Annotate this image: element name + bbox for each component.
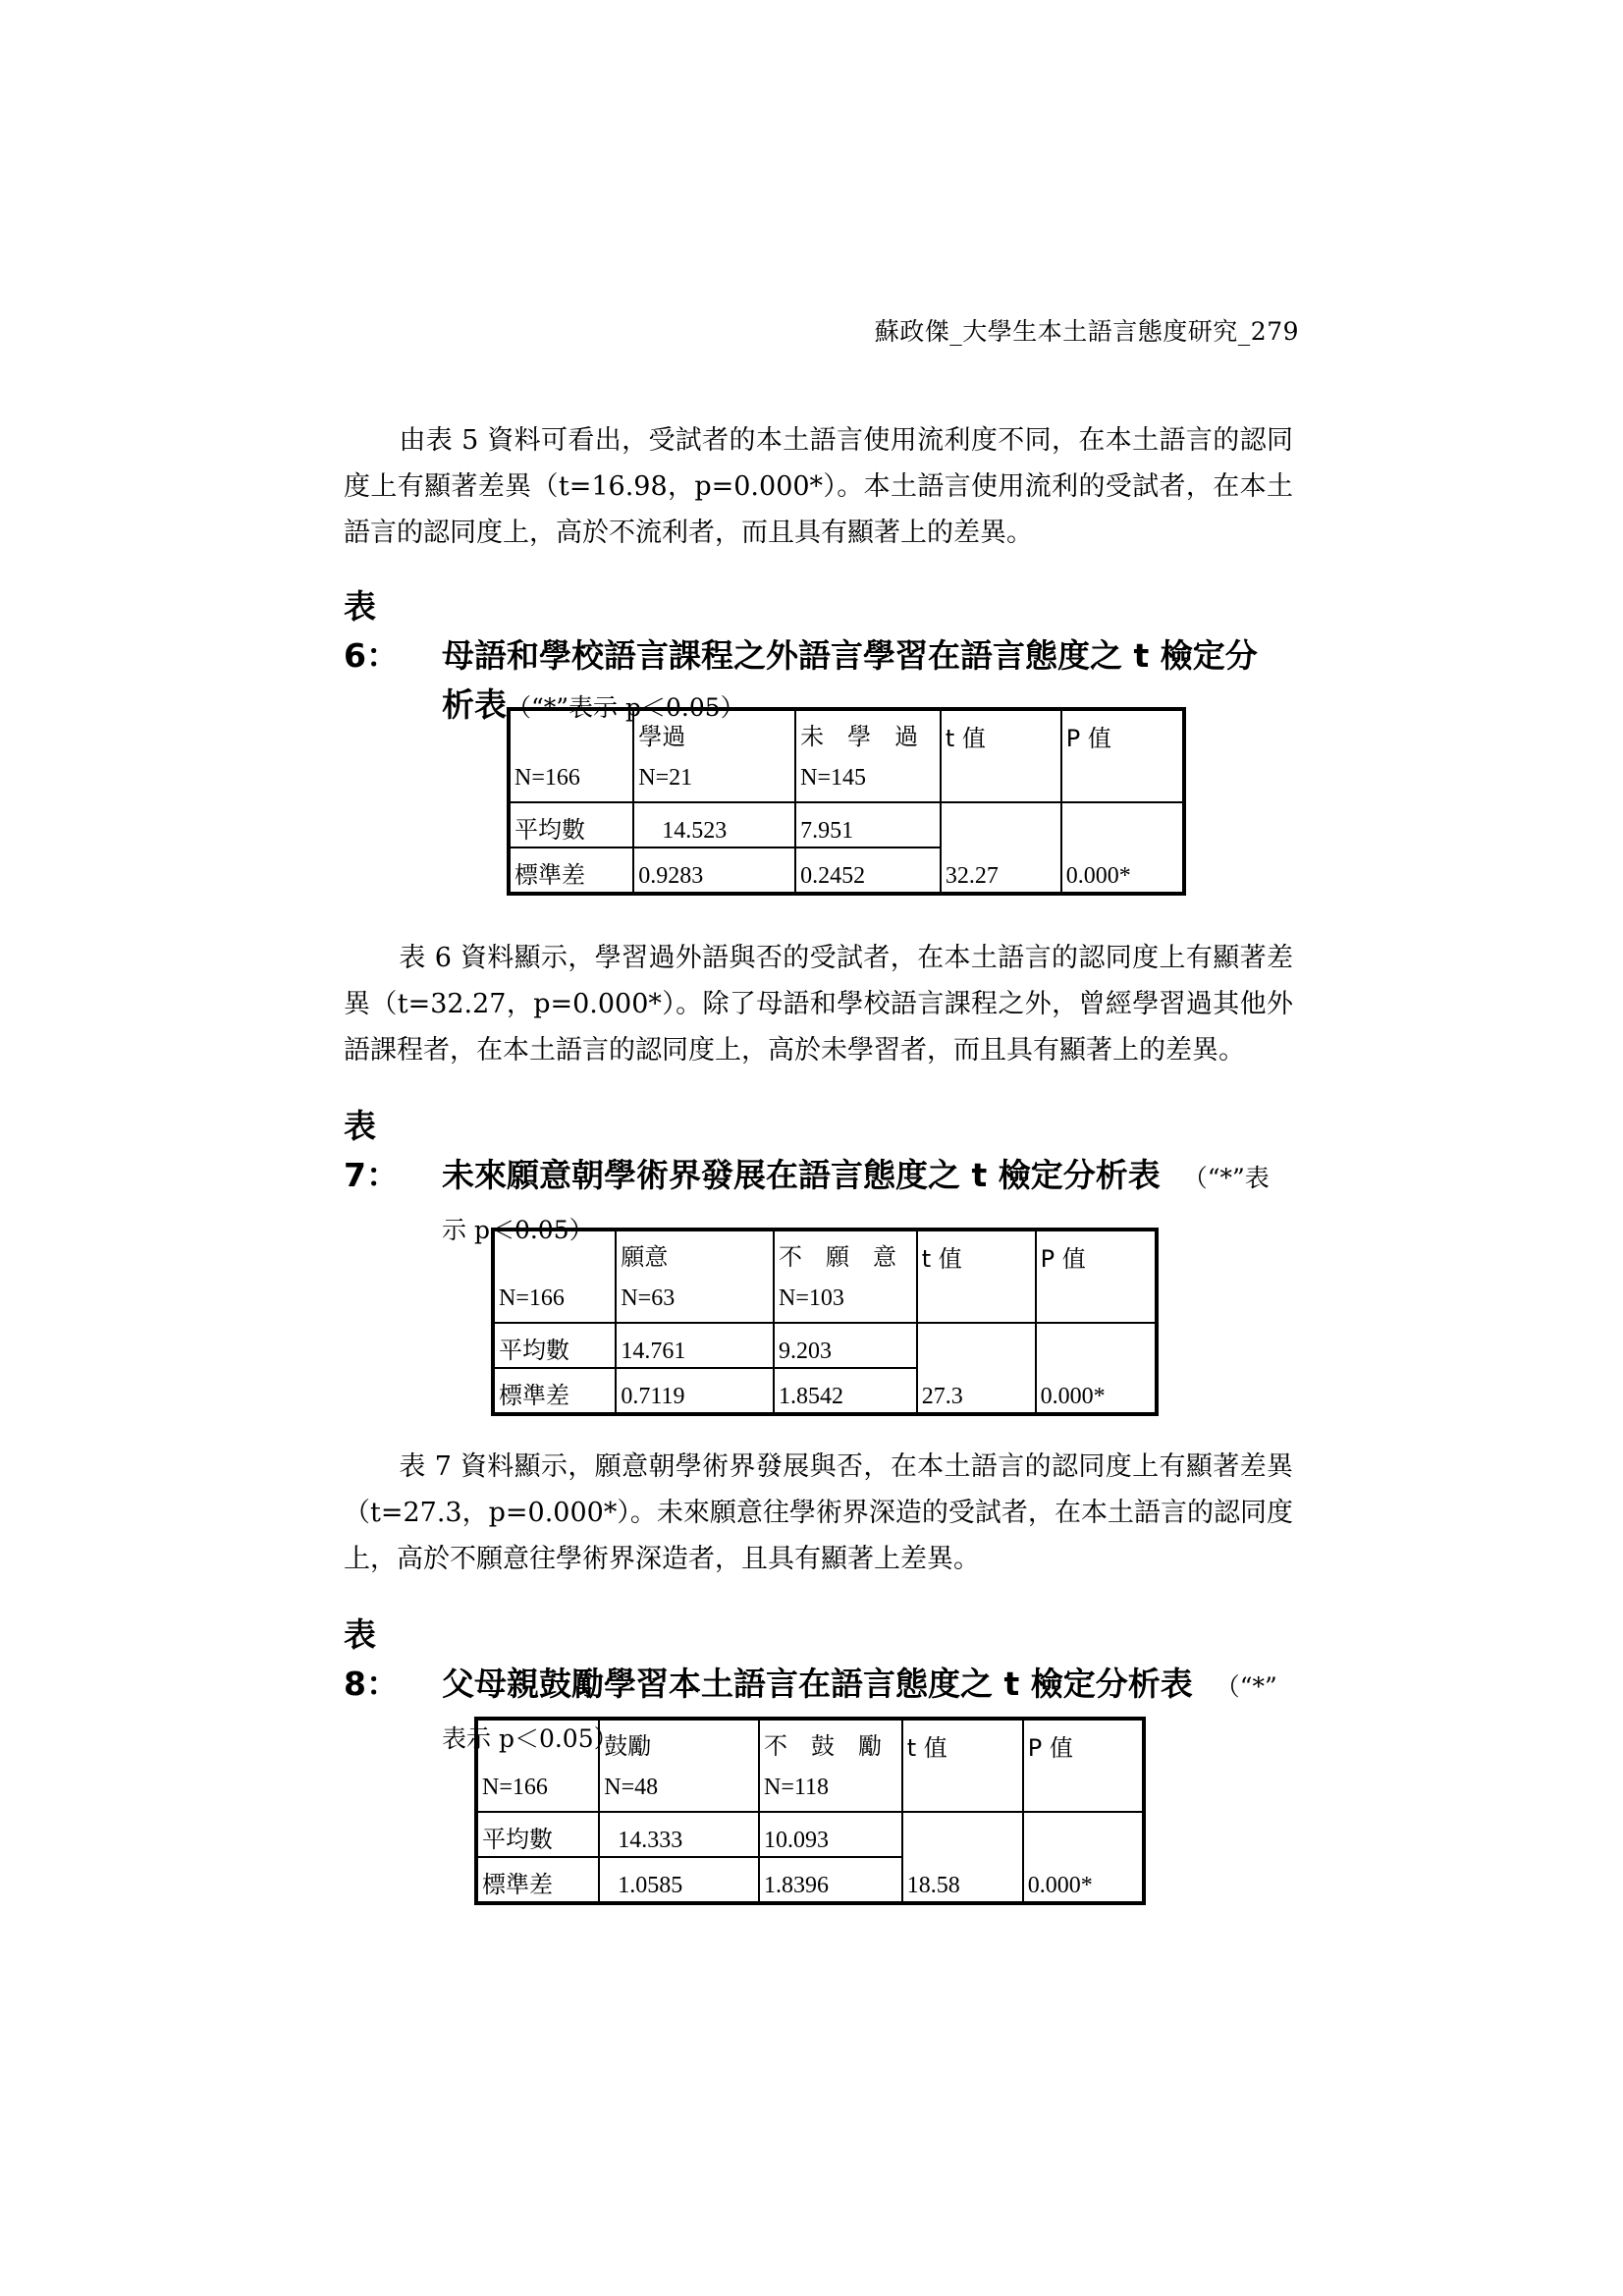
table-7-group1-sd: 0.7119 [616, 1368, 774, 1414]
table-6-group1-header: 學過 N=21 [633, 709, 795, 802]
table-6-t-header: t 值 [941, 709, 1061, 802]
table-7-note-inline: （“*”表 [1182, 1164, 1270, 1192]
paragraph-1 [344, 417, 1293, 556]
table-7-group2-header: 不 願 意 N=103 [774, 1230, 917, 1323]
table-8-p-header: P 值 [1023, 1719, 1144, 1812]
table-6-n-cell: N=166 [509, 709, 633, 802]
table-7-note: 示 p＜0.05） [442, 1216, 594, 1244]
table-6 [507, 707, 1186, 896]
table-7 [491, 1228, 1159, 1416]
table-8 [474, 1717, 1146, 1905]
table-6-title-line2: 析表 [442, 685, 507, 724]
table-6-p-header: P 值 [1061, 709, 1184, 802]
table-7-group1-header: 願意 N=63 [616, 1230, 774, 1323]
paragraph-1-text: 由表 5 資料可看出，受試者的本土語言使用流利度不同，在本土語言的認同度上有顯著差異（t=16.98，p=0.000*）。本土語言使用流利的受試者，在本土語言的認同度上，高於不流利者，而且具有顯著上的差異。 [344, 425, 1293, 548]
running-header: 蘇政傑_大學生本土語言態度研究_279 [874, 317, 1299, 346]
table-7-group1-mean: 14.761 [616, 1323, 774, 1368]
table-8-n-cell: N=166 [476, 1719, 599, 1812]
paragraph-2 [344, 935, 1293, 1073]
table-7-label: 表 7： [344, 1107, 399, 1194]
table-6-group2-sd: 0.2452 [795, 847, 941, 894]
table-8-group1-mean: 14.333 [599, 1812, 759, 1857]
table-6-label: 表 6： [344, 587, 399, 675]
table-7-t-value: 27.3 [917, 1323, 1036, 1414]
table-6-title-line1: 母語和學校語言課程之外語言學習在語言態度之 t 檢定分 [442, 636, 1258, 675]
table-8-mean-label: 平均數 [476, 1812, 599, 1857]
table-7-title-line1: 未來願意朝學術界發展在語言態度之 t 檢定分析表 [442, 1156, 1161, 1194]
table-6-note: （“*”表示 p＜0.05） [507, 693, 745, 722]
table-8-t-value: 18.58 [902, 1812, 1023, 1903]
table-8-p-value: 0.000* [1023, 1812, 1144, 1903]
table-7-mean-label: 平均數 [493, 1323, 616, 1368]
table-8-group2-header: 不 鼓 勵 N=118 [759, 1719, 902, 1812]
table-7-p-value: 0.000* [1036, 1323, 1157, 1414]
table-8-t-header: t 值 [902, 1719, 1023, 1812]
paragraph-3 [344, 1444, 1293, 1582]
table-7-t-header: t 值 [917, 1230, 1036, 1323]
paragraph-3-text: 表 7 資料顯示，願意朝學術界發展與否，在本土語言的認同度上有顯著差異（t=27.3，p=0.000*）。未來願意往學術界深造的受試者，在本土語言的認同度上，高於不願意往學術界深造者，且具有顯著上差異。 [344, 1451, 1293, 1574]
table-8-label: 表 8： [344, 1615, 399, 1703]
table-8-group1-sd: 1.0585 [599, 1857, 759, 1903]
table-6-group1-sd: 0.9283 [633, 847, 795, 894]
table-6-group2-mean: 7.951 [795, 802, 941, 847]
table-7-p-header: P 值 [1036, 1230, 1157, 1323]
table-8-sd-label: 標準差 [476, 1857, 599, 1903]
table-8-title-line1: 父母親鼓勵學習本土語言在語言態度之 t 檢定分析表 [442, 1665, 1193, 1703]
table-8-group1-header: 鼓勵 N=48 [599, 1719, 759, 1812]
table-8-note-inline: （“*” [1215, 1672, 1277, 1701]
table-6-sd-label: 標準差 [509, 847, 633, 894]
table-7-n-cell: N=166 [493, 1230, 616, 1323]
table-6-group2-header: 未 學 過 N=145 [795, 709, 941, 802]
table-7-group2-mean: 9.203 [774, 1323, 917, 1368]
paragraph-2-text: 表 6 資料顯示，學習過外語與否的受試者，在本土語言的認同度上有顯著差異（t=32.27，p=0.000*）。除了母語和學校語言課程之外，曾經學習過其他外語課程者，在本土語言的認同度上，高於未學習者，而且具有顯著上的差異。 [344, 943, 1293, 1066]
table-6-mean-label: 平均數 [509, 802, 633, 847]
table-8-note: 表示 p＜0.05） [442, 1724, 619, 1753]
table-7-sd-label: 標準差 [493, 1368, 616, 1414]
table-6-group1-mean: 14.523 [633, 802, 795, 847]
table-8-group2-sd: 1.8396 [759, 1857, 902, 1903]
table-8-group2-mean: 10.093 [759, 1812, 902, 1857]
table-6-p-value: 0.000* [1061, 802, 1184, 894]
table-6-t-value: 32.27 [941, 802, 1061, 894]
table-7-group2-sd: 1.8542 [774, 1368, 917, 1414]
